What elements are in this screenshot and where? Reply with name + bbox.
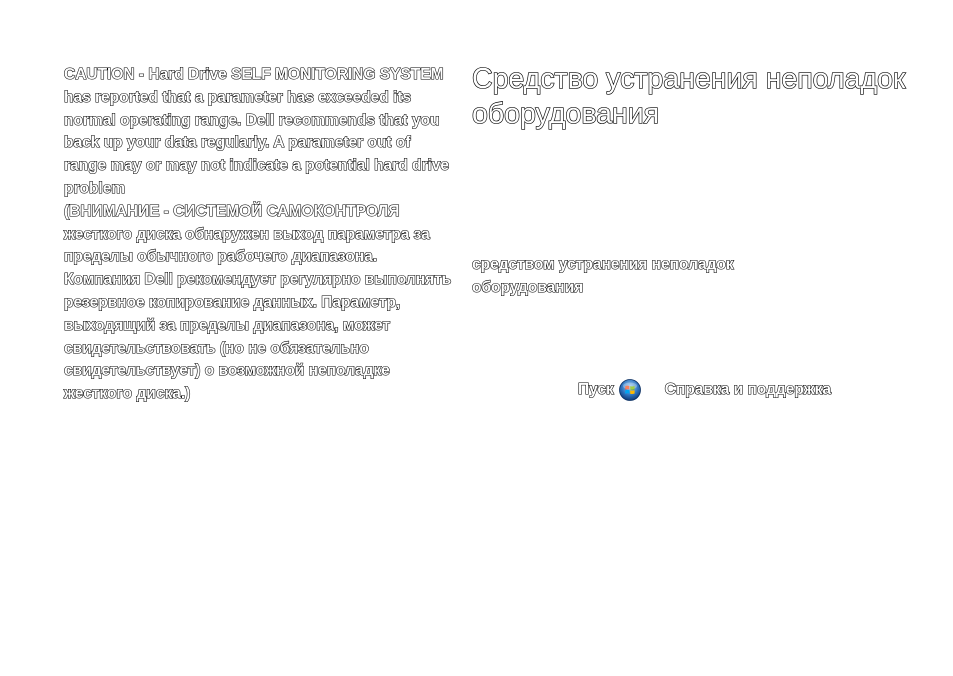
start-label: Пуск — [578, 381, 614, 398]
caution-block — [64, 64, 456, 406]
windows-start-orb-icon — [619, 379, 641, 401]
troubleshooter-reference: средством устранения неполадок оборудования — [472, 256, 734, 296]
help-and-support-label: Справка и поддержка — [664, 381, 832, 398]
caution-english-text: CAUTION - Hard Drive SELF MONITORING SYSTEM has reported that a parameter has exceeded its normal operating range. Dell recommends that you back up your data regularly. A parameter out of range may or may not indicate a potential hard drive problem — [64, 66, 450, 197]
section-title: Средство устранения неполадок оборудования — [472, 63, 906, 130]
navigation-path — [578, 376, 831, 404]
caution-russian-text: (ВНИМАНИЕ - СИСТЕМОЙ САМОКОНТРОЛЯ жесткого диска обнаружен выход параметра за пределы обычного рабочего диапазона. Компания Dell рекомендует регулярно выполнять резервное копирование данных. Параметр, выходящий за пределы диапазона, может свидетельствовать (но не обязательно свидетельствует) о возможной неполадке жесткого диска.) — [64, 202, 452, 403]
